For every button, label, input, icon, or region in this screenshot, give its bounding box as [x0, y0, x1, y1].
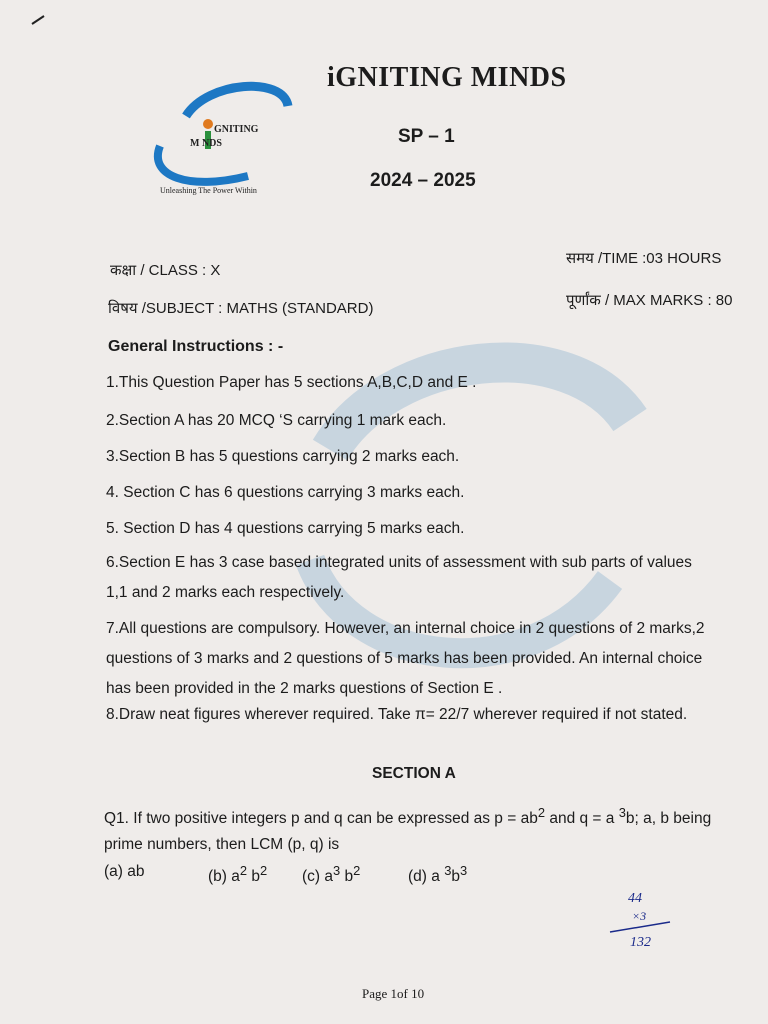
instruction-item: 4. Section C has 6 questions carrying 3 marks each. — [106, 484, 465, 501]
max-marks-label: पूर्णांक / MAX MARKS : 80 — [566, 292, 733, 309]
option-b: (b) $a^2$ $b^2$ — [208, 863, 268, 886]
logo-text-bottom: M NDS — [190, 138, 222, 149]
instruction-item: 2.Section A has 20 MCQ ‘S carrying 1 mark each. — [106, 412, 447, 429]
handwritten-calculation — [600, 880, 690, 960]
question-1: Q1. If two positive integers p and q can be expressed as $p = ab^2$ and q = a $^3$b; a, b being prime numbers, then LCM (p, q) is — [104, 805, 712, 854]
instruction-item: 5. Section D has 4 questions carrying 5 marks each. — [106, 520, 465, 537]
class-label: कक्षा / CLASS : X — [110, 262, 221, 279]
instruction-item: 8.Draw neat figures wherever required. Take π= 22/7 wherever required if not stated. — [106, 706, 688, 723]
instruction-item: 3.Section B has 5 questions carrying 2 marks each. — [106, 448, 460, 465]
academic-year: 2024 – 2025 — [370, 170, 476, 191]
corner-mark — [30, 10, 90, 28]
logo-tagline: Unleashing The Power Within — [160, 186, 257, 195]
section-a-heading: SECTION A — [372, 765, 456, 782]
handwritten-line: 44 — [628, 891, 642, 906]
logo-text-top: GNITING — [214, 124, 259, 135]
school-title: iGNITING MINDS — [327, 62, 567, 93]
subject-label: विषय /SUBJECT : MATHS (STANDARD) — [108, 300, 374, 317]
igniting-minds-logo — [148, 76, 298, 201]
instruction-item: 1.This Question Paper has 5 sections A,B,C,D and E . — [106, 374, 477, 391]
option-d: (d) a $^3b^3$ — [408, 863, 468, 886]
page-number: Page 1of 10 — [362, 986, 425, 1001]
time-label: समय /TIME :03 HOURS — [566, 250, 722, 267]
paper-code: SP – 1 — [398, 126, 455, 147]
handwritten-line: 132 — [630, 935, 651, 950]
option-a: (a) ab — [104, 863, 145, 880]
instruction-item: 7.All questions are compulsory. However, an internal choice in 2 questions of 2 marks,2 questions of 3 marks and 2 questions of 5 marks has been provided. An internal choice has been provided in the 2 marks questions of Section E . — [106, 620, 705, 697]
handwritten-line: ×3 — [632, 909, 647, 923]
instructions-heading: General Instructions : - — [108, 338, 284, 355]
instruction-item: 6.Section E has 3 case based integrated units of assessment with sub parts of values 1,1 and 2 marks each respectively. — [106, 554, 692, 601]
option-c: (c) $a^3$ $b^2$ — [302, 863, 361, 886]
